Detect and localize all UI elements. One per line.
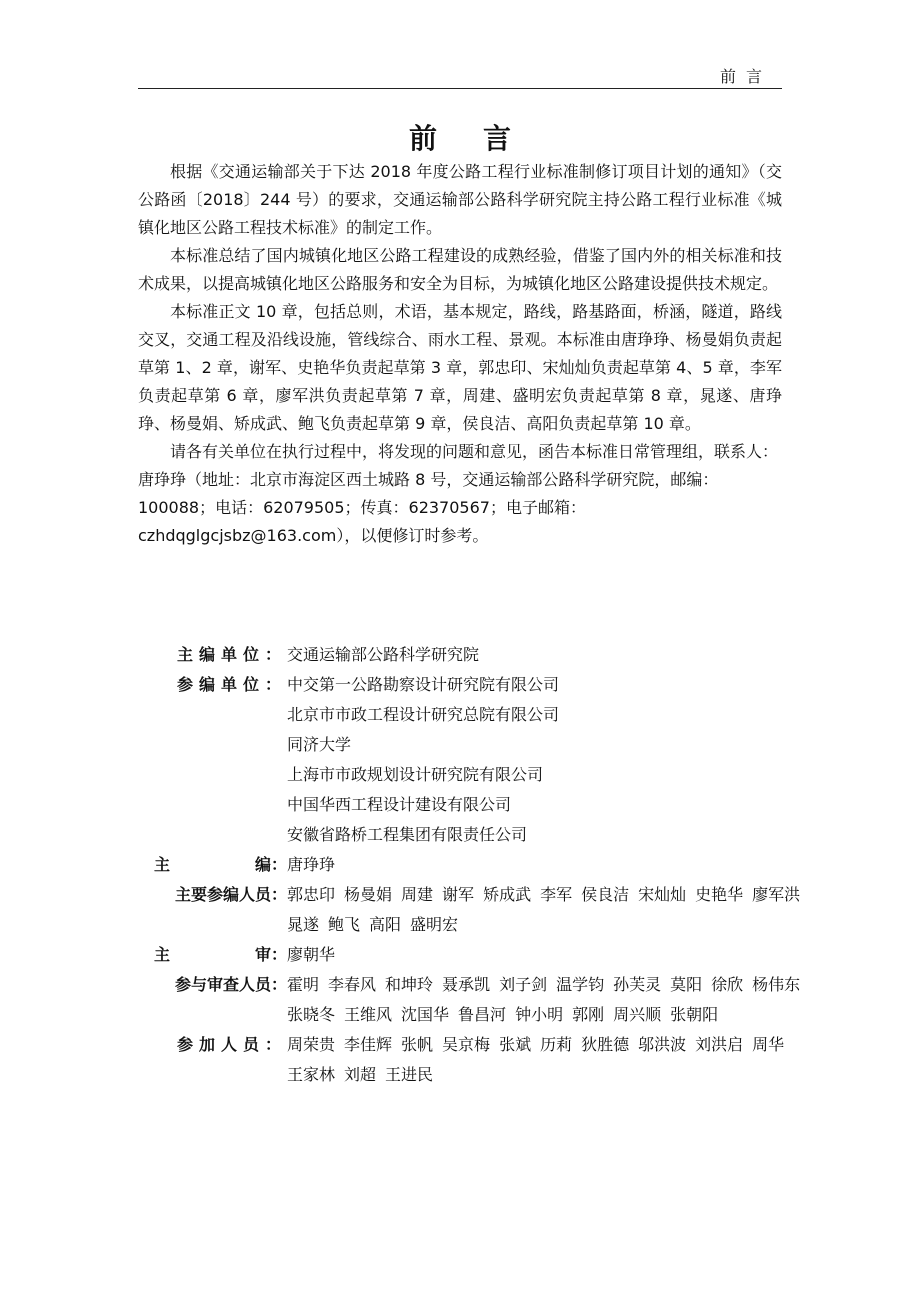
paragraph-chapters: 本标准正文 10 章，包括总则，术语，基本规定，路线，路基路面，桥涵，隧道，路线交叉，交通工程及沿线设施，管线综合、雨水工程、景观。本标准由唐琤琤、杨曼娟负责起草第 1、2 章，谢军、史艳华负责起草第 3 章，郭忠印、宋灿灿负责起草第 4、5 章，李军负责起草第 6 章，廖军洪负责起草第 7 章，周建、盛明宏负责起草第 8 章，晁遂、唐琤琤、杨曼娟、矫成武、鲍飞负责起草第 9 章，侯良洁、高阳负责起草第 10 章。 [138, 302, 782, 433]
person-name: 王维风 [344, 1005, 393, 1024]
reviewers-list [287, 970, 807, 1030]
main-participants-row [150, 880, 820, 940]
page-title: 前言 [408, 122, 557, 155]
paragraph-summary: 本标准总结了国内城镇化地区公路工程建设的成熟经验，借鉴了国内外的相关标准和技术成果，以提高城镇化地区公路服务和安全为目标，为城镇化地区公路建设提供技术规定。 [138, 246, 782, 293]
chief-reviewer-label-right: 审： [254, 945, 287, 964]
person-name: 沈国华 [401, 1005, 450, 1024]
chief-reviewer-label-left: 主 [154, 945, 171, 964]
person-name: 钟小明 [515, 1005, 564, 1024]
credits-section [150, 640, 820, 1090]
person-name: 周兴顺 [613, 1005, 662, 1024]
chief-unit-label: 主编单位： [176, 645, 287, 664]
person-name: 晁遂 [287, 915, 320, 934]
person-name: 鲍飞 [328, 915, 361, 934]
person-name: 刘子剑 [499, 975, 548, 994]
person-name: 史艳华 [695, 885, 744, 904]
person-name: 刘洪启 [695, 1035, 744, 1054]
chief-unit-row [150, 640, 820, 670]
person-name: 盛明宏 [410, 915, 459, 934]
person-name: 聂承凯 [442, 975, 491, 994]
participating-unit: 中交第一公路勘察设计研究院有限公司 [287, 675, 560, 694]
person-name: 廖军洪 [752, 885, 801, 904]
chief-editor-label [150, 850, 287, 880]
preface-body [138, 158, 782, 550]
person-name: 王进民 [385, 1065, 434, 1084]
person-name: 刘超 [344, 1065, 377, 1084]
person-name: 霍明 [287, 975, 320, 994]
chief-reviewer-value: 廖朝华 [287, 945, 336, 964]
person-name: 徐欣 [711, 975, 744, 994]
reviewers-label: 参与审查人员： [174, 975, 287, 994]
person-name: 张帆 [401, 1035, 434, 1054]
main-participants-list [287, 880, 807, 940]
chief-reviewer-label [150, 940, 287, 970]
person-name: 矫成武 [483, 885, 532, 904]
person-name: 高阳 [369, 915, 402, 934]
person-name: 李春风 [328, 975, 377, 994]
person-name: 杨伟东 [752, 975, 801, 994]
person-name: 李军 [540, 885, 573, 904]
participating-units-row [150, 670, 820, 850]
chief-editor-label-left: 主 [154, 855, 171, 874]
person-name: 郭忠印 [287, 885, 336, 904]
participating-unit: 安徽省路桥工程集团有限责任公司 [287, 825, 528, 844]
person-name: 和坤玲 [385, 975, 434, 994]
person-name: 李佳辉 [344, 1035, 393, 1054]
chief-editor-value: 唐琤琤 [287, 855, 336, 874]
header-rule [138, 88, 782, 89]
chief-unit-value: 交通运输部公路科学研究院 [287, 645, 480, 664]
person-name: 邬洪波 [638, 1035, 687, 1054]
participating-unit: 同济大学 [287, 735, 352, 754]
chief-editor-row [150, 850, 820, 880]
person-name: 周华 [752, 1035, 785, 1054]
person-name: 周建 [401, 885, 434, 904]
person-name: 孙芙灵 [613, 975, 662, 994]
person-name: 吴京梅 [442, 1035, 491, 1054]
person-name: 莫阳 [670, 975, 703, 994]
running-header: 前言 [719, 67, 772, 86]
participants-row [150, 1030, 820, 1090]
main-participants-label: 主要参编人员： [174, 885, 287, 904]
person-name: 谢军 [442, 885, 475, 904]
participating-unit: 中国华西工程设计建设有限公司 [287, 795, 512, 814]
participating-units-label: 参编单位： [176, 675, 287, 694]
person-name: 鲁昌河 [458, 1005, 507, 1024]
chief-editor-label-right: 编： [254, 855, 287, 874]
person-name: 王家林 [287, 1065, 336, 1084]
person-name: 狄胜德 [581, 1035, 630, 1054]
person-name: 历莉 [540, 1035, 573, 1054]
participants-label: 参加人员： [176, 1035, 287, 1054]
person-name: 张晓冬 [287, 1005, 336, 1024]
participating-units-list [287, 670, 820, 850]
person-name: 宋灿灿 [638, 885, 687, 904]
participating-unit: 上海市市政规划设计研究院有限公司 [287, 765, 544, 784]
participating-unit: 北京市市政工程设计研究总院有限公司 [287, 705, 560, 724]
paragraph-contact: 请各有关单位在执行过程中，将发现的问题和意见，函告本标准日常管理组，联系人：唐琤琤（地址：北京市海淀区西土城路 8 号，交通运输部公路科学研究院，邮编：100088；电话：62079505；传真：62370567；电子邮箱：czhdqglgcjsbz@163.com），以便修订时参考。 [138, 442, 779, 545]
paragraph-project-basis: 根据《交通运输部关于下达 2018 年度公路工程行业标准制修订项目计划的通知》（交公路函〔2018〕244 号）的要求，交通运输部公路科学研究院主持公路工程行业标准《城镇化地区公路工程技术标准》的制定工作。 [138, 162, 782, 237]
person-name: 郭刚 [572, 1005, 605, 1024]
person-name: 周荣贵 [287, 1035, 336, 1054]
chief-reviewer-row [150, 940, 820, 970]
person-name: 张朝阳 [670, 1005, 719, 1024]
reviewers-row [150, 970, 820, 1030]
person-name: 杨曼娟 [344, 885, 393, 904]
participants-list [287, 1030, 807, 1090]
person-name: 侯良洁 [581, 885, 630, 904]
person-name: 张斌 [499, 1035, 532, 1054]
person-name: 温学钧 [556, 975, 605, 994]
